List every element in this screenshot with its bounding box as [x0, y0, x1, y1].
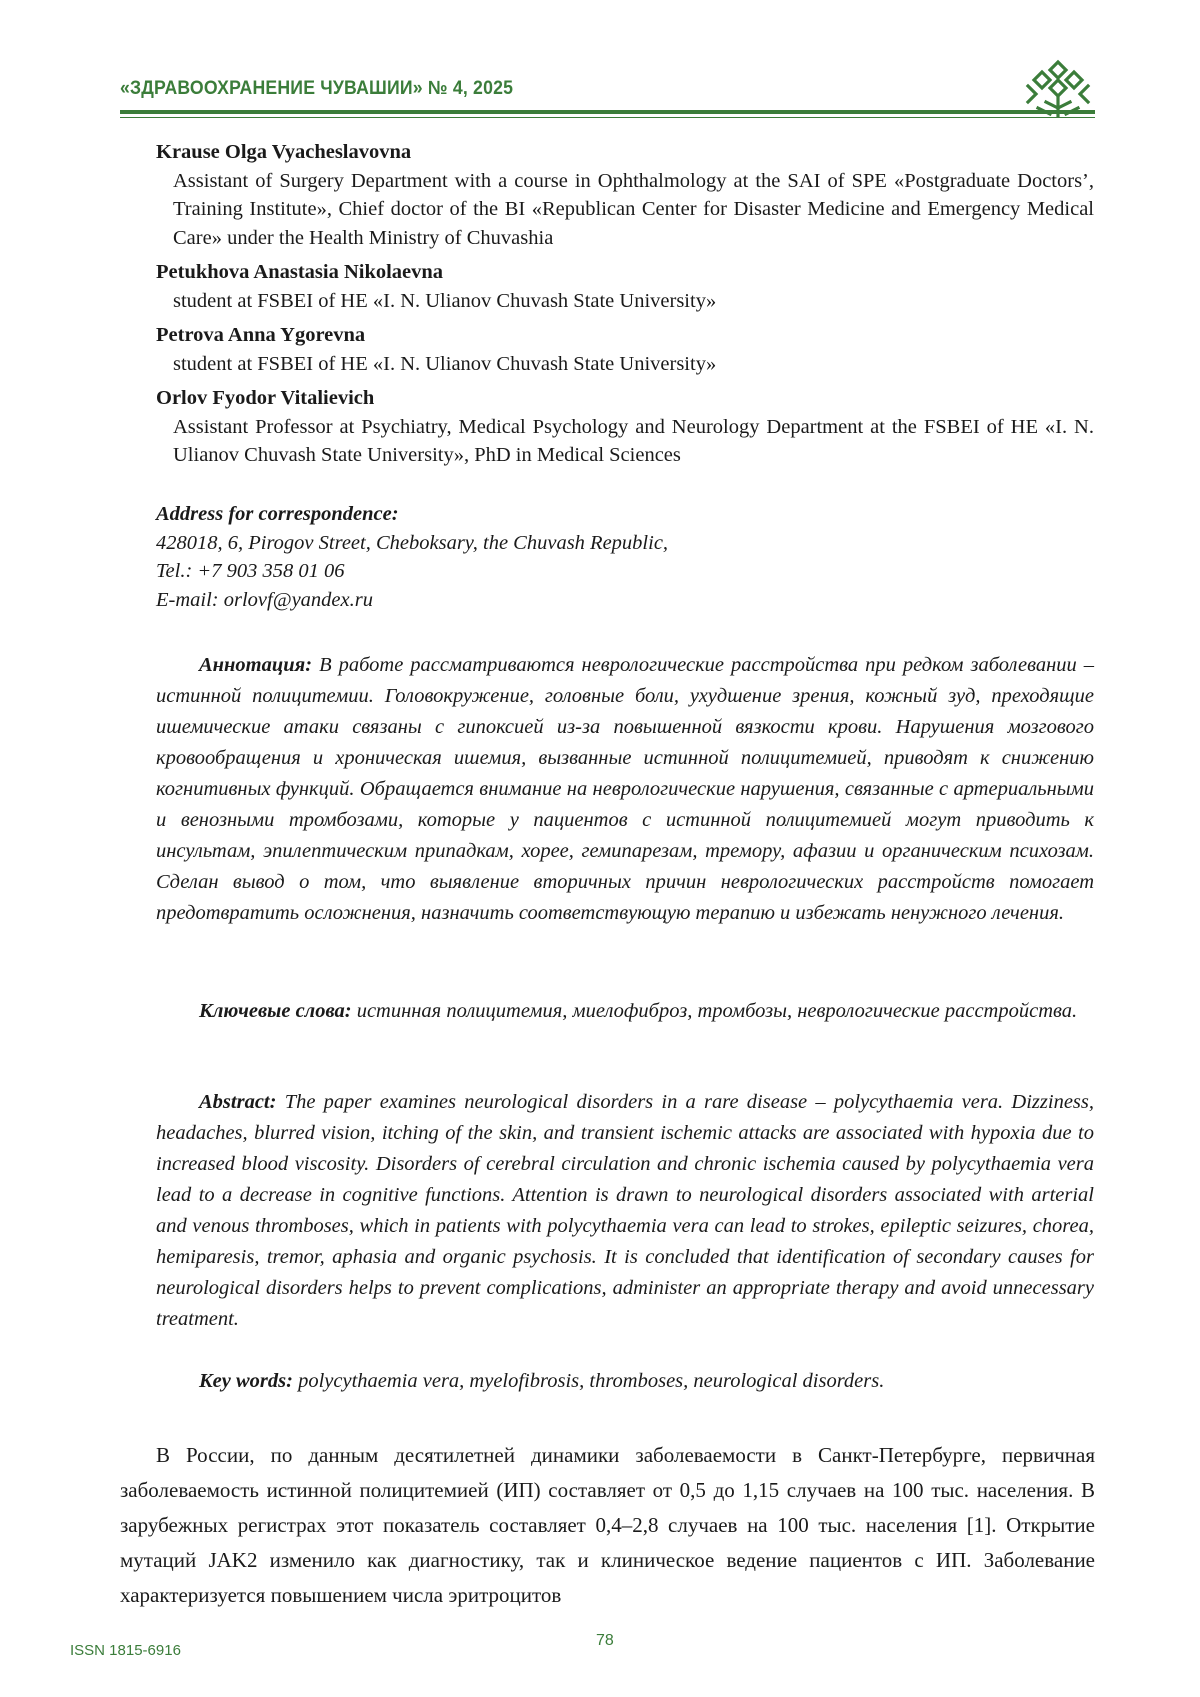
header-rule-thin	[120, 117, 1095, 118]
keywords-ru-label: Ключевые слова:	[199, 1000, 352, 1022]
correspondence-label: Address for correspondence:	[156, 503, 399, 525]
abstract-en-text: The paper examines neurological disorders in a rare disease – polycythaemia vera. Dizziness, headaches, blurred vision, itching of the skin, and transient ischemic attacks are associated with hypoxia due to increased blood viscosity. Disorders of cerebral circulation and chronic ischemia caused by polycythaemia vera lead to a decrease in cognitive functions. Attention is drawn to neurological disorders associated with arterial and venous thromboses, which in patients with polycythaemia vera can lead to strokes, epileptic seizures, chorea, hemiparesis, tremor, aphasia and organic psychosis. It is concluded that identification of secondary causes for neurological disorders helps to prevent complications, administer an appropriate therapy and avoid unnecessary treatment.	[156, 1091, 1094, 1330]
author-affiliation: Assistant Professor at Psychiatry, Medical Psychology and Neurology Department at the FSBEI of HE «I. N. Ulianov Chuvash State University», PhD in Medical Sciences	[173, 415, 1094, 466]
body-paragraph: В России, по данным десятилетней динамики заболеваемости в Санкт-Петербурге, первичная заболеваемость истинной полицитемией (ИП) составляет от 0,5 до 1,15 случаев на 100 тыс. населения. В зарубежных регистрах этот показатель составляет 0,4–2,8 случаев на 100 тыс. населения [1]. Открытие мутаций JAK2 изменило как диагностику, так и клиническое ведение пациентов с ИП. Заболевание характеризуется повышением числа эритроцитов	[120, 1443, 1095, 1607]
keywords-en-text: polycythaemia vera, myelofibrosis, thromboses, neurological disorders.	[298, 1370, 885, 1392]
author-entry	[156, 384, 1094, 470]
correspondence-address: 428018, 6, Pirogov Street, Cheboksary, the Chuvash Republic,	[156, 531, 669, 554]
author-name: Orlov Fyodor Vitalievich	[156, 387, 375, 409]
correspondence-block	[156, 500, 668, 614]
correspondence-email[interactable]: E-mail: orlovf@yandex.ru	[156, 588, 373, 611]
abstract-en	[156, 1087, 1094, 1335]
keywords-en-label: Key words:	[199, 1370, 293, 1392]
author-name: Petrova Anna Ygorevna	[156, 324, 366, 346]
author-name: Petukhova Anastasia Nikolaevna	[156, 261, 444, 283]
keywords-ru-text: истинная полицитемия, миелофиброз, тромбозы, неврологические расстройства.	[356, 1000, 1078, 1022]
author-entry	[156, 258, 1094, 315]
author-affiliation: student at FSBEI of HE «I. N. Ulianov Chuvash State University»	[173, 289, 717, 312]
author-affiliation: Assistant of Surgery Department with a course in Ophthalmology at the SAI of SPE «Postgraduate Doctors’, Training Institute», Chief doctor of the BI «Republican Center for Disaster Medicine and Emergency Medical Care» under the Health Ministry of Chuvashia	[173, 169, 1094, 249]
annotation-ru-text: В работе рассматриваются неврологические расстройства при редком заболевании – истинной полицитемии. Головокружение, головные боли, ухудшение зрения, кожный зуд, преходящие ишемические атаки связаны с гипоксией из-за повышенной вязкости крови. Нарушения мозгового кровообращения и хроническая ишемия, вызванные истинной полицитемией, приводят к снижению когнитивных функций. Обращается внимание на неврологические нарушения, связанные с артериальными и венозными тромбозами, которые у пациентов с истинной полицитемией могут приводить к инсультам, эпилептическим припадкам, хорее, гемипарезам, тремору, афазии и органическим психозам. Сделан вывод о том, что выявление вторичных причин неврологических расстройств помогает предотвратить осложнения, назначить соответствующую терапию и избежать ненужного лечения.	[156, 654, 1094, 924]
footer-issn: ISSN 1815-6916	[70, 1642, 181, 1659]
chuvash-tree-emblem-icon	[1020, 58, 1096, 118]
author-name: Krause Olga Vyacheslavovna	[156, 141, 412, 163]
author-entry	[156, 321, 1094, 378]
author-entry	[156, 138, 1094, 252]
keywords-ru	[156, 996, 1094, 1027]
correspondence-tel: Tel.: +7 903 358 01 06	[156, 560, 345, 582]
header-rule	[120, 110, 1095, 114]
abstract-en-label: Abstract:	[199, 1091, 277, 1113]
annotation-ru	[156, 650, 1094, 929]
page-number: 78	[596, 1632, 614, 1649]
authors-list	[156, 138, 1094, 476]
keywords-en	[156, 1366, 1094, 1397]
journal-title: «ЗДРАВООХРАНЕНИЕ ЧУВАШИИ» № 4, 2025	[120, 78, 514, 99]
annotation-ru-label: Аннотация:	[199, 654, 313, 676]
author-affiliation: student at FSBEI of HE «I. N. Ulianov Chuvash State University»	[173, 352, 717, 375]
